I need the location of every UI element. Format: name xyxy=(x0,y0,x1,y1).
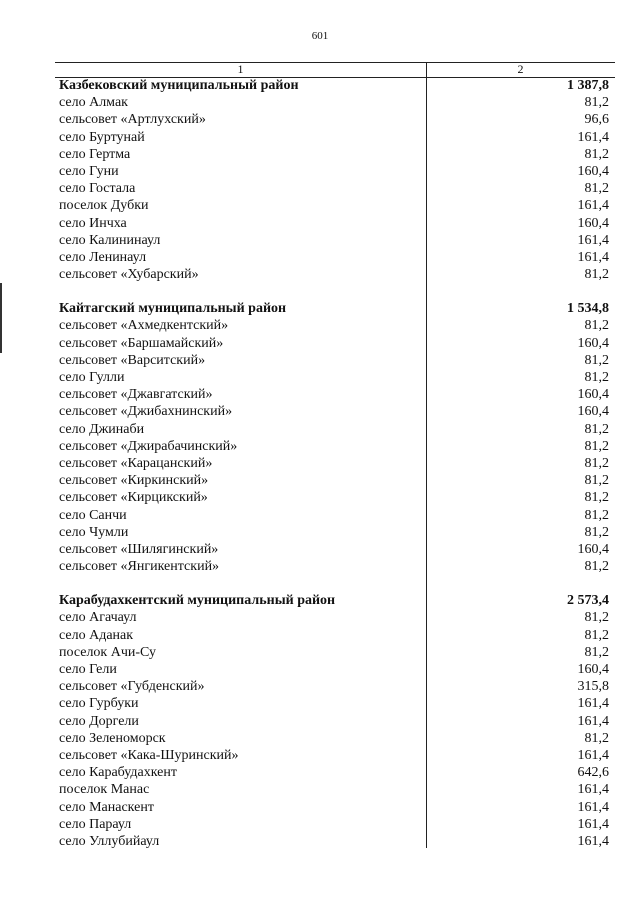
settlement-value: 81,2 xyxy=(584,507,609,523)
settlement-name: село Уллубийаул xyxy=(59,833,160,849)
table-row xyxy=(55,489,615,506)
settlement-name: село Гели xyxy=(59,662,117,677)
settlement-value: 81,2 xyxy=(584,473,609,489)
district-name: Кайтагский муниципальный район xyxy=(59,301,287,317)
table-row xyxy=(55,661,615,678)
table-row xyxy=(55,455,615,472)
settlement-name: село Карабудахкент xyxy=(59,765,177,781)
settlement-value: 81,2 xyxy=(584,352,609,368)
section-spacer xyxy=(55,283,615,300)
settlement-name: сельсовет «Джибахнинский» xyxy=(59,404,233,420)
settlement-name: сельсовет «Губденский» xyxy=(59,679,205,695)
settlement-value: 642,6 xyxy=(577,765,609,781)
table-row xyxy=(55,627,615,644)
table-row xyxy=(55,180,615,197)
settlement-name: село Агачаул xyxy=(59,610,137,626)
settlement-value: 161,4 xyxy=(577,232,609,248)
table-row xyxy=(55,472,615,489)
settlement-name: сельсовет «Карацанский» xyxy=(59,455,213,471)
district-row xyxy=(55,592,615,609)
column-header-1: 1 xyxy=(237,62,244,76)
table-row xyxy=(55,764,615,781)
settlement-name: село Аданак xyxy=(59,627,134,643)
settlement-name: сельсовет «Баршамайский» xyxy=(59,335,224,351)
settlement-value: 161,4 xyxy=(577,696,609,712)
table-row xyxy=(55,403,615,420)
settlement-value: 81,2 xyxy=(584,559,609,575)
settlement-value: 160,4 xyxy=(577,163,609,179)
district-total: 1 534,8 xyxy=(567,301,609,317)
settlement-value: 81,2 xyxy=(584,181,609,197)
table-row xyxy=(55,111,615,128)
table-row xyxy=(55,266,615,283)
settlement-name: село Гертма xyxy=(59,146,131,162)
settlement-value: 81,2 xyxy=(584,730,609,746)
settlement-value: 81,2 xyxy=(584,267,609,283)
settlement-value: 81,2 xyxy=(584,644,609,660)
settlement-value: 81,2 xyxy=(584,318,609,334)
table-body xyxy=(55,77,615,850)
settlement-name: поселок Дубки xyxy=(59,198,149,214)
table-row xyxy=(55,730,615,747)
settlement-name: сельсовет «Варситский» xyxy=(59,352,206,368)
settlement-name: село Гулли xyxy=(59,370,125,385)
table-row xyxy=(55,146,615,163)
table-row xyxy=(55,352,615,369)
settlement-value: 161,4 xyxy=(577,833,609,849)
table-row xyxy=(55,215,615,232)
settlement-name: сельсовет «Янгикентский» xyxy=(59,559,220,575)
settlement-name: село Ленинаул xyxy=(59,249,147,265)
settlement-name: сельсовет «Артлухский» xyxy=(59,112,206,128)
table-row xyxy=(55,94,615,111)
table-row xyxy=(55,386,615,403)
settlement-value: 81,2 xyxy=(584,627,609,643)
table-row xyxy=(55,644,615,661)
table-row xyxy=(55,507,615,524)
column-header-2: 2 xyxy=(517,62,524,76)
table-row xyxy=(55,129,615,146)
settlement-name: сельсовет «Джавгатский» xyxy=(59,387,213,403)
settlement-name: село Параул xyxy=(59,816,132,832)
settlement-value: 81,2 xyxy=(584,455,609,471)
allocation-table xyxy=(55,62,615,850)
settlement-name: сельсовет «Шилягинский» xyxy=(59,541,219,557)
district-row xyxy=(55,77,615,94)
table-header-row xyxy=(55,62,615,77)
settlement-value: 161,4 xyxy=(577,129,609,145)
table-row xyxy=(55,541,615,558)
table-row xyxy=(55,524,615,541)
table-row xyxy=(55,317,615,334)
settlement-value: 160,4 xyxy=(577,335,609,351)
table-row xyxy=(55,747,615,764)
table-row xyxy=(55,816,615,833)
table-row xyxy=(55,249,615,266)
settlement-value: 81,2 xyxy=(584,421,609,437)
settlement-name: сельсовет «Киркинский» xyxy=(59,473,209,489)
settlement-value: 81,2 xyxy=(584,610,609,626)
settlement-value: 161,4 xyxy=(577,799,609,815)
settlement-name: сельсовет «Ахмедкентский» xyxy=(59,318,229,334)
settlement-value: 81,2 xyxy=(584,524,609,540)
settlement-name: село Санчи xyxy=(59,507,127,523)
table-row xyxy=(55,335,615,352)
settlement-value: 161,4 xyxy=(577,249,609,265)
settlement-value: 160,4 xyxy=(577,387,609,403)
settlement-value: 161,4 xyxy=(577,782,609,798)
settlement-value: 160,4 xyxy=(577,541,609,557)
settlement-name: село Гостала xyxy=(59,181,136,197)
table-row xyxy=(55,421,615,438)
table-row xyxy=(55,833,615,850)
table-row xyxy=(55,197,615,214)
settlement-value: 160,4 xyxy=(577,404,609,420)
settlement-name: село Гуни xyxy=(59,163,119,179)
table-row xyxy=(55,799,615,816)
table-row xyxy=(55,232,615,249)
scan-margin-mark xyxy=(0,283,2,353)
table-row xyxy=(55,369,615,386)
table-row xyxy=(55,713,615,730)
settlement-value: 81,2 xyxy=(584,490,609,506)
section-spacer xyxy=(55,575,615,592)
table-row xyxy=(55,438,615,455)
settlement-name: село Калининаул xyxy=(59,232,161,248)
district-total: 2 573,4 xyxy=(567,593,609,609)
settlement-name: сельсовет «Кака-Шуринский» xyxy=(59,747,239,763)
settlement-name: село Буртунай xyxy=(59,129,145,145)
settlement-name: село Инчха xyxy=(59,215,127,231)
settlement-name: поселок Ачи-Су xyxy=(59,644,157,660)
settlement-value: 161,4 xyxy=(577,747,609,763)
table-row xyxy=(55,163,615,180)
settlement-name: сельсовет «Джирабачинский» xyxy=(59,438,238,454)
settlement-name: село Зеленоморск xyxy=(59,730,166,746)
settlement-name: село Джинаби xyxy=(59,421,145,437)
settlement-name: сельсовет «Кирцикский» xyxy=(59,490,208,506)
settlement-value: 81,2 xyxy=(584,370,609,385)
settlement-value: 160,4 xyxy=(577,215,609,231)
settlement-name: поселок Манас xyxy=(59,782,150,798)
settlement-value: 96,6 xyxy=(584,112,609,128)
settlement-value: 81,2 xyxy=(584,95,609,111)
district-total: 1 387,8 xyxy=(567,78,609,93)
settlement-name: село Доргели xyxy=(59,713,139,729)
settlement-value: 161,4 xyxy=(577,198,609,214)
district-name: Казбековский муниципальный район xyxy=(59,78,299,93)
settlement-name: сельсовет «Хубарский» xyxy=(59,267,199,283)
settlement-name: село Манаскент xyxy=(59,799,154,815)
table-row xyxy=(55,558,615,575)
table-row xyxy=(55,781,615,798)
table-row xyxy=(55,695,615,712)
settlement-value: 81,2 xyxy=(584,146,609,162)
table-row xyxy=(55,609,615,626)
settlement-value: 161,4 xyxy=(577,816,609,832)
settlement-name: село Чумли xyxy=(59,524,129,540)
page-number: 601 xyxy=(311,30,329,42)
settlement-value: 315,8 xyxy=(577,679,609,695)
settlement-name: село Алмак xyxy=(59,95,128,111)
settlement-value: 161,4 xyxy=(577,713,609,729)
settlement-name: село Гурбуки xyxy=(59,696,139,712)
district-name: Карабудахкентский муниципальный район xyxy=(59,593,336,609)
district-row xyxy=(55,300,615,317)
settlement-value: 81,2 xyxy=(584,438,609,454)
table-row xyxy=(55,678,615,695)
settlement-value: 160,4 xyxy=(577,662,609,677)
